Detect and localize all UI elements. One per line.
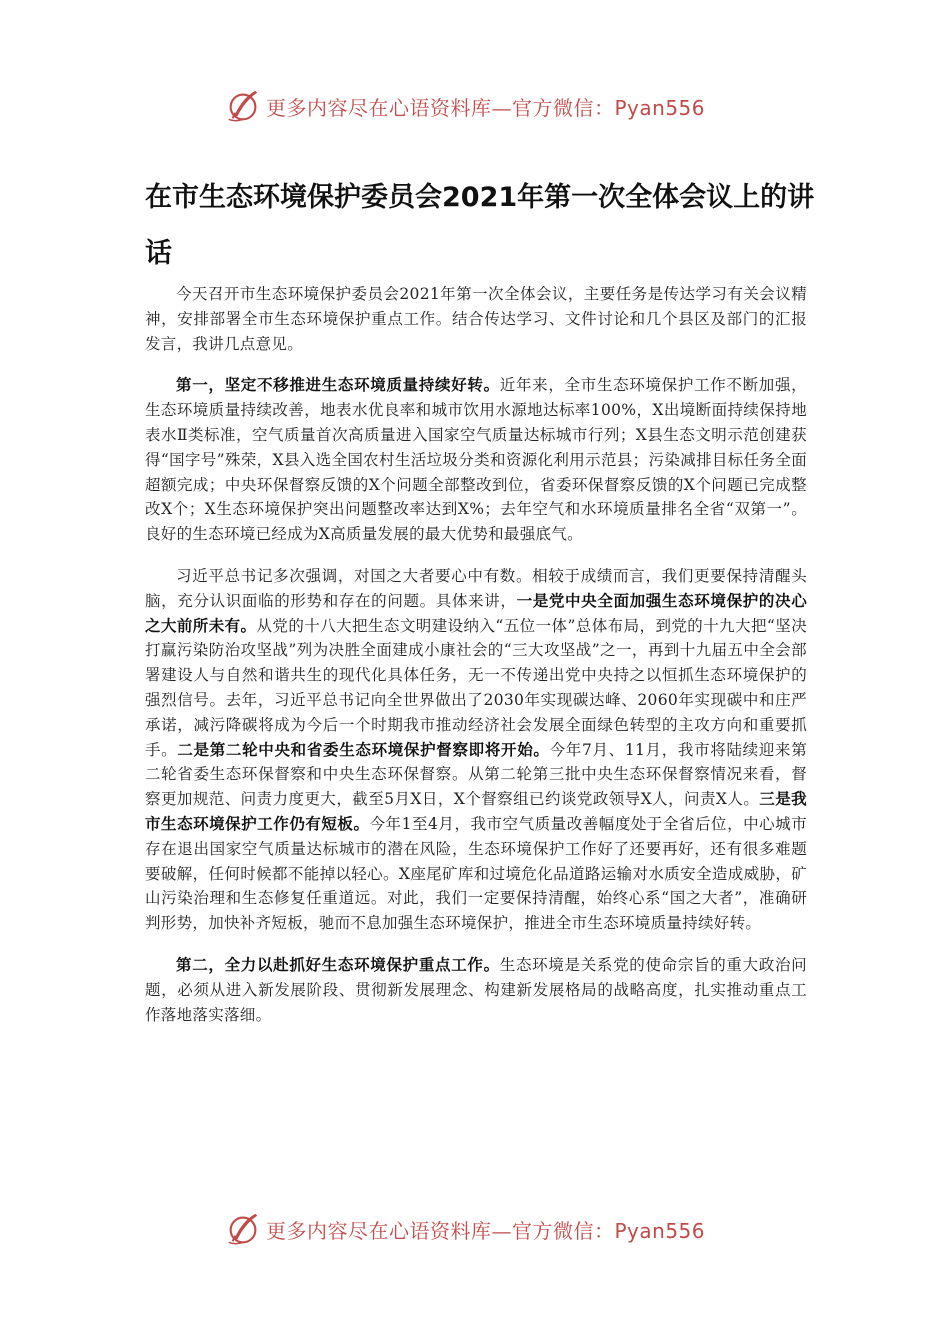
watermark-wechat-id: Pyan556	[614, 95, 706, 120]
paragraph-situation: 习近平总书记多次强调，对国之大者要心中有数。相较于成绩而言，我们更要保持清醒头脑，充分认识面临的形势和存在的问题。具体来讲，一是党中央全面加强生态环境保护的决心之大前所未有。从党的十八大把生态文明建设纳入“五位一体”总体布局，到党的十九大把“坚决打赢污染防治攻坚战”列为决胜全面建成小康社会的“三大攻坚战”之一，再到十九届五中全会部署建设人与自然和谐共生的现代化具体任务，无一不传递出党中央持之以恒抓生态环境保护的强烈信号。去年，习近平总书记向全世界做出了2030年实现碳达峰、2060年实现碳中和庄严承诺，减污降碳将成为今后一个时期我市推动经济社会发展全面绿色转型的主攻方向和重要抓手。二是第二轮中央和省委生态环境保护督察即将开始。今年7月、11月，我市将陆续迎来第二轮省委生态环保督察和中央生态环保督察。从第二轮第三批中央生态环保督察情况来看，督察更加规范、问责力度更大，截至5月X日，X个督察组已约谈党政领导X人，问责X人。三是我市生态环境保护工作仍有短板。今年1至4月，我市空气质量改善幅度处于全省后位，中心城市存在退出国家空气质量达标城市的潜在风险，生态环境保护工作好了还要再好，还有很多难题要破解，任何时候都不能掉以轻心。X座尾矿库和过境危化品道路运输对水质安全造成威胁，矿山污染治理和生态修复任重道远。对此，我们一定要保持清醒，始终心系“国之大者”，准确研判形势，加快补齐短板，驰而不息加强生态环境保护，推进全市生态环境质量持续好转。	[145, 566, 808, 933]
quill-logo-icon	[224, 1210, 262, 1248]
heading-first-point: 第一，坚定不移推进生态环境质量持续好转。	[176, 375, 500, 395]
watermark-wechat-id: Pyan556	[614, 1218, 706, 1243]
heading-second-point: 第二，全力以赴抓好生态环境保护重点工作。	[176, 954, 500, 974]
watermark-banner-bottom	[0, 1209, 950, 1249]
subheading-two: 二是第二轮中央和省委生态环境保护督察即将开始。	[177, 739, 550, 759]
paragraph-first-point: 第一，坚定不移推进生态环境质量持续好转。近年来，全市生态环境保护工作不断加强，生态环境质量持续改善，地表水优良率和城市饮用水源地达标率100%，X出境断面持续保持地表水Ⅱ类标准，空气质量首次高质量进入国家空气质量达标城市行列；X县生态文明示范创建获得“国字号”殊荣，X县入选全国农村生活垃圾分类和资源化利用示范县；污染减排目标任务全面超额完成；中央环保督察反馈的X个问题全部整改到位，省委环保督察反馈的X个问题已完成整改X个；X生态环境保护突出问题整改率达到X%；去年空气和水环境质量排名全省“双第一”。良好的生态环境已经成为X高质量发展的最大优势和最强底气。	[145, 375, 807, 544]
paragraph-intro: 今天召开市生态环境保护委员会2021年第一次全体会议，主要任务是传达学习有关会议精神，安排部署全市生态环境保护重点工作。结合传达学习、文件讨论和几个县区及部门的汇报发言，我讲几点意见。	[145, 285, 807, 353]
watermark-text: 更多内容尽在心语资料库—官方微信：Pyan556	[266, 1218, 706, 1243]
quill-logo-icon	[224, 87, 262, 125]
document-body	[145, 282, 807, 1044]
watermark-banner-top	[0, 86, 950, 126]
document-title: 在市生态环境保护委员会2021年第一次全体会议上的讲话	[145, 182, 815, 269]
watermark-text: 更多内容尽在心语资料库—官方微信：Pyan556	[266, 95, 706, 120]
paragraph-second-point: 第二，全力以赴抓好生态环境保护重点工作。生态环境是关系党的使命宗旨的重大政治问题，必须从进入新发展阶段、贯彻新发展理念、构建新发展格局的战略高度，扎实推动重点工作落地落实落细。	[145, 954, 807, 1024]
subheading-three: 三是我市生态环境保护工作仍有短板。	[145, 789, 807, 833]
subheading-one: 一是党中央全面加强生态环境保护的决心之大前所未有。	[145, 590, 807, 635]
